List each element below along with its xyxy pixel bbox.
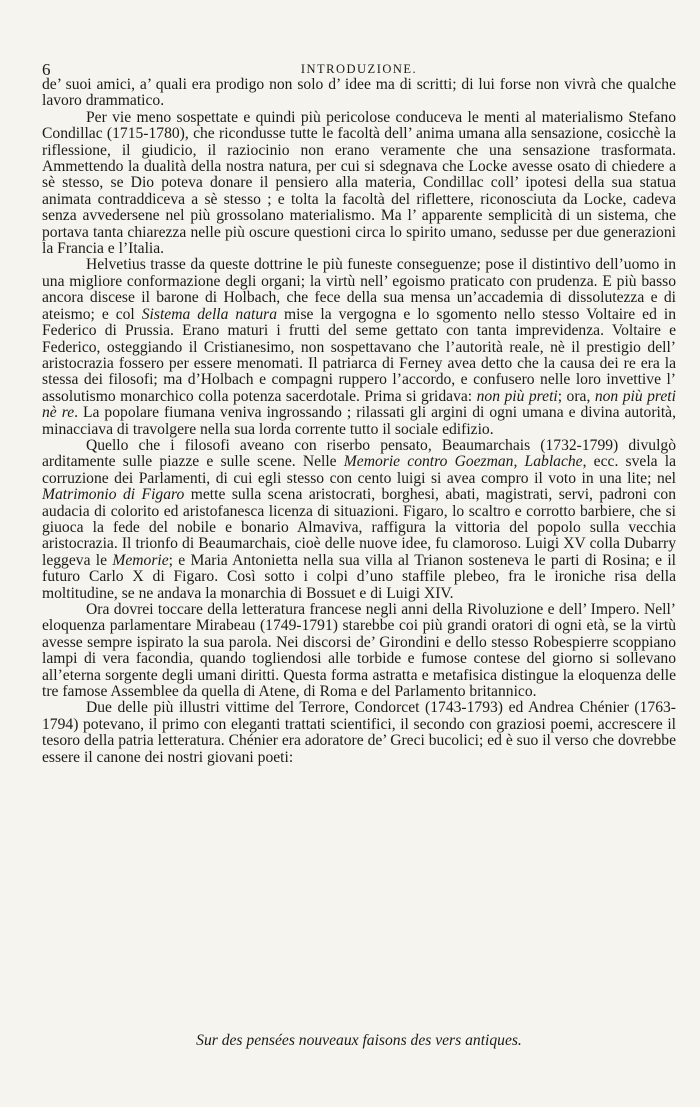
text-segment: mette sulla scena aristocrati, borghesi, abati, magistrati, servi, padroni con audacia di colorito ed aristofanesca licenza di situazioni. Figaro, lo scaltro e corrotto barbiere, che si giuoca la fede del nobile e bonario Almaviva, raffigura la vittoria del popolo sulla vecchia aristocrazia. Il trionfo di Beaumarchais, cioè delle nuove idee, fu clamoroso. Luigi XV colla Dubarry leggeva le bbox=[42, 486, 676, 569]
paragraph bbox=[42, 438, 676, 602]
running-title: INTRODUZIONE. bbox=[300, 62, 418, 76]
italic-title: Memorie bbox=[112, 551, 169, 569]
italic-title: non più preti nè re bbox=[42, 387, 676, 422]
text-segment: Per vie meno sospettate e quindi più pericolose conduceva le menti al materialismo Stefano Condillac (1715-1780), che ricondusse tutte le facoltà dell’ anima umana alla sensazione, cosicchè la riflessione, il giudicio, il raziocinio non erano veramente che una sensazione trasformata. Ammettendo la dualità della nostra natura, per cui si sdegnava che Locke avesse osato di chiedere a sè stesso, se Dio poteva donare il pensiero alla materia, Condillac coll’ ipotesi della sua statua animata contraddiceva a sè stesso ; e tolta la facoltà del riflettere, riconosciuta da Locke, cadeva senza avvedersene nel più grossolano materialismo. Ma l’ apparente semplicità di un sistema, che portava tanta chiarezza nelle più oscure questioni circa lo spirito umano, sedusse per due generazioni la Francia e l’Italia. bbox=[42, 108, 676, 258]
quoted-verse: Sur des pensées nouveaux faisons des vers antiques. bbox=[196, 1032, 522, 1049]
italic-title: Matrimonio di Figaro bbox=[42, 486, 185, 504]
paragraph bbox=[42, 77, 676, 110]
paragraph bbox=[42, 110, 676, 258]
paragraph bbox=[42, 700, 676, 766]
paragraph bbox=[42, 257, 676, 437]
text-segment: Ora dovrei toccare della letteratura francese negli anni della Rivoluzione e dell’ Impero. Nell’ eloquenza parlamentare Mirabeau (1749-1791) starebbe coi più grandi oratori di ogni età, se la virtù avesse sempre ispirato la sua parola. Nei discorsi de’ Girondini e dello stesso Robespierre scoppiano lampi di vera facondia, quando togliendosi alle torbide e fumose contese del giorno si sollevano all’eterna sorgente degli umani diritti. Questa forma astratta e metafisica distingue la eloquenza delle tre famose Assemblee da quella di Atene, di Roma e del Parlamento britannico. bbox=[42, 601, 676, 701]
italic-title: Memorie contro Goezman, Lablache bbox=[343, 453, 583, 471]
text-segment: , ecc. svela la corruzione dei Parlamenti, di cui egli stesso con cento luigi si avea compro il voto in una lite; nel bbox=[42, 453, 676, 487]
text-segment: Due delle più illustri vittime del Terrore, Condorcet (1743-1793) ed Andrea Chénier (1763-1794) potevano, il primo con eleganti trattati scientifici, il secondo con graziosi poemi, accrescere il tesoro della patria letteratura. Chénier era adoratore de’ Greci bucolici; ed è suo il verso che dovrebbe essere il canone dei nostri giovani poeti: bbox=[42, 699, 676, 766]
text-segment: Helvetius trasse da queste dottrine le più funeste conseguenze; pose il distintivo dell’uomo in una migliore conformazione degli organi; la virtù nell’ egoismo praticato con prudenza. E più basso ancora discese il barone di Holbach, che fece della sua mensa un’accademia di dissolutezza e di ateismo; e col bbox=[42, 256, 676, 323]
text-segment: de’ suoi amici, a’ quali era prodigo non solo d’ idee ma di scritti; di lui forse non vivrà che qualche lavoro drammatico. bbox=[42, 76, 676, 110]
text-segment: Quello che i filosofi aveano con riserbo pensato, Beaumarchais (1732-1799) divulgò arditamente sulle piazze e sulle scene. Nelle bbox=[42, 436, 676, 471]
body-text bbox=[42, 77, 676, 766]
text-segment: ; e Maria Antonietta nella sua villa al Trianon sosteneva le parti di Rosina; e il futuro Carlo X di Figaro. Così sotto i colpi d’uno staffile plebeo, fra le ironiche risa della moltitudine, se ne andava la monarchia di Bossuet e di Luigi XIV. bbox=[42, 551, 676, 602]
text-segment: mise la vergogna e lo sgomento nello stesso Voltaire ed in Federico di Prussia. Erano maturi i frutti del seme gettato con tanta imprevidenza. Voltaire e Federico, osteggiando il Cristianesimo, non sospettavano che l’autorità reale, nè il prestigio dell’ aristocrazia fossero per essere menomati. Il patriarca di Ferney avea detto che la causa dei re era la stessa dei filosofi; ma d’Holbach e compagni ruppero l’accordo, e confusero nelle loro invettive l’ assolutismo monarchico colla potenza sacerdotale. Prima si gridava: bbox=[42, 305, 676, 405]
text-segment: . La popolare fiumana veniva ingrossando ; rilassati gli argini di ogni umana e divina autorità, minacciava di travolgere nella sua lorda corrente tutto il sociale edifizio. bbox=[42, 404, 676, 438]
italic-title: Sistema della natura bbox=[141, 305, 277, 323]
italic-title: non più preti bbox=[476, 387, 558, 405]
paragraph bbox=[42, 602, 676, 700]
page-number: 6 bbox=[42, 60, 51, 79]
text-segment: ; ora, bbox=[557, 387, 595, 405]
